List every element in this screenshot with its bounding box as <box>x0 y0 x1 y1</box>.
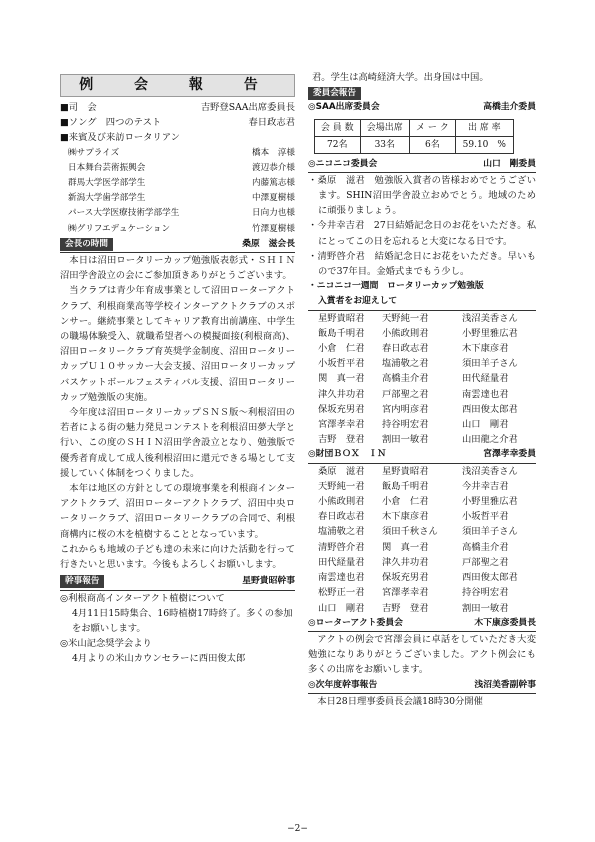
president-author: 桑原 滋会長 <box>242 238 295 249</box>
member-name: 清野啓介君 <box>318 541 365 553</box>
member-name: 南雲達也君 <box>462 388 509 400</box>
secretary-item-head: ◎米山記念奨学会より <box>60 638 152 650</box>
president-message <box>60 253 295 572</box>
member-name: 春日政志君 <box>318 511 365 523</box>
official-value: 吉野登SAA出席委員長 <box>200 102 295 113</box>
member-name: 小熊政則君 <box>318 496 365 508</box>
president-paragraph: 当クラブは青少年育成事業として沼田ローターアクトクラブ、利根商業高等学校インターアクトクラブのスポンサー。継続事業としてキャリア教育出前講座、中学生の職場体験受入、就職希望者への模擬面接(利根商高)、沼田ロータリークラブ育英奨学金制度、沼田ロータリーカップＵ１０サッカー大会支援、沼田ロータリーカップバスケットボールフェスティバル支援、沼田ロータリーカップ勉強版の実施。 <box>60 285 295 403</box>
guest-list <box>60 146 295 237</box>
niko-title: ◎ニコニコ委員会 <box>308 158 378 169</box>
guest-org: 新潟大学歯学部学生 <box>68 193 146 204</box>
member-name: 今井幸吉君 <box>462 480 509 492</box>
secretary-item-body: 4月11日15時集合、16時植樹17時終了。多くの参加をお願いします。 <box>72 607 293 634</box>
member-name: 須田羊子さん <box>462 358 518 370</box>
member-name: 吉野 登君 <box>382 602 429 614</box>
president-paragraph: 本日は沼田ロータリーカップ勉強版表彰式・ＳＨＩＮ沼田学舎設立の会にご参加頂きありがとうございます。 <box>60 255 295 282</box>
rotaract-body: アクトの例会で宮澤会員に卓話をしていただき大変勉強になりありがとうございました。アクト例会にも多くの出席をお願いします。 <box>308 633 536 676</box>
member-name: 宮内明彦君 <box>382 403 429 415</box>
member-name: 割田一敏君 <box>382 434 429 446</box>
member-name: 関 真一君 <box>318 373 365 385</box>
member-name: 浅沼美香さん <box>462 465 518 477</box>
member-name: 天野純一君 <box>382 312 429 324</box>
weekly-title: ・ニコニコ一週間 ロータリーカップ勉強版 <box>308 281 484 292</box>
member-name: 高橋圭介君 <box>462 541 509 553</box>
attendance-value: 33名 <box>360 136 410 153</box>
guest-org: パース大学医療技術学部学生 <box>68 208 180 219</box>
guest-row <box>60 222 295 237</box>
official-label: ■司 会 <box>60 102 97 113</box>
member-name: 保坂充男君 <box>382 572 429 584</box>
secretary-item-body: 4月よりの米山カウンセラーに西田俊太郎 <box>72 653 246 665</box>
member-name: 小坂哲平君 <box>462 511 509 523</box>
member-name: 桑原 滋君 <box>318 465 365 477</box>
guest-org: 群馬大学医学部学生 <box>68 178 146 189</box>
committee-tag: 委員会報告 <box>308 87 361 100</box>
member-name: 小野里雅広君 <box>462 327 518 339</box>
member-name: 春日政志君 <box>382 343 429 355</box>
member-name: 津久井功君 <box>318 388 365 400</box>
left-column <box>60 74 295 667</box>
guest-name: 中澤夏樹様 <box>252 193 295 204</box>
member-name: 星野貴昭君 <box>382 465 429 477</box>
member-name: 小倉 仁君 <box>318 343 365 355</box>
member-name: 木下康彦君 <box>462 343 509 355</box>
guest-row <box>60 146 295 161</box>
member-name: 小倉 仁君 <box>382 496 429 508</box>
next-header <box>308 678 536 694</box>
guest-name: 橋本 淳様 <box>252 147 295 158</box>
next-body: 本日28日理事委員長会議18時30分開催 <box>317 695 483 707</box>
rotaract-author: 木下康彦委員長 <box>474 617 536 628</box>
guest-row <box>60 191 295 206</box>
box-header <box>308 447 536 463</box>
member-name: 持谷明宏君 <box>462 587 509 599</box>
secretary-item-head: ◎利根商高インターアクト植樹について <box>60 592 225 604</box>
member-name: 高橋圭介君 <box>382 373 429 385</box>
member-name: 割田一敏君 <box>462 602 509 614</box>
member-name: 関 真一君 <box>382 541 429 553</box>
member-name: 西田俊太郎君 <box>462 403 518 415</box>
member-name: 塩浦敬之君 <box>382 358 429 370</box>
member-name: 保坂充男君 <box>318 403 365 415</box>
attendance-value: 6名 <box>410 136 456 153</box>
right-column <box>308 70 536 709</box>
box-names <box>308 464 536 616</box>
official-row <box>60 130 295 145</box>
attendance-header: 会場出席 <box>360 119 410 136</box>
president-tag: 会長の時間 <box>60 238 113 251</box>
member-name: 小野里雅広君 <box>462 496 518 508</box>
guest-name: 日向力也様 <box>252 208 295 219</box>
next-title: ◎次年度幹事報告 <box>308 679 378 690</box>
president-paragraph: 今年度は沼田ロータリーカップＳＮＳ版〜利根沼田の若者による街の魅力発見コンテストを利根沼田夢大学と行い、この度のＳＨＩＮ沼田学舎設立となり、勉強版で優秀者育成して成人後利根沼田に還元できる場として支援していく体制をつくりました。 <box>60 407 295 479</box>
member-name: 西田俊太郎君 <box>462 572 518 584</box>
weekly-names <box>308 311 536 448</box>
secretary-continued: 君。学生は高崎経済大学。出身国は中国。 <box>312 72 489 83</box>
member-name: 山口 剛君 <box>318 602 365 614</box>
member-name: 戸部聖之君 <box>462 556 509 568</box>
member-name: 宮澤孝幸君 <box>382 587 429 599</box>
member-name: 飯島千明君 <box>318 327 365 339</box>
attendance-header: 出 席 率 <box>455 119 513 136</box>
attendance-value: 59.10 % <box>455 136 513 153</box>
secretary-header <box>60 574 295 590</box>
secretary-items <box>60 591 295 667</box>
attendance-header: 会 員 数 <box>315 119 361 136</box>
guest-org: ㈱グリフエデュケーション <box>68 223 171 234</box>
member-name: 田代経量君 <box>462 373 509 385</box>
niko-item: ・桑原 滋君 勉強版入賞者の皆様おめでとうございます。SHIN沼田学舎設立おめでとう。地域のために頑張りましょう。 <box>308 174 536 217</box>
member-name: 塩浦敬之君 <box>318 526 365 538</box>
member-name: 小坂哲平君 <box>318 358 365 370</box>
member-name: 浅沼美香さん <box>462 312 518 324</box>
niko-author: 山口 剛委員 <box>483 158 536 169</box>
saa-author: 高橋圭介委員 <box>483 102 536 113</box>
member-name: 戸部聖之君 <box>382 388 429 400</box>
president-paragraph: 本年は地区の方針としての環境事業を利根商インターアクトクラブ、沼田ローターアクトクラブ、沼田中央ロータリークラブ、沼田ロータリークラブの合同で、利根商構内に桜の木を植樹することとなっています。 <box>60 483 295 540</box>
member-name: 松野正一君 <box>318 587 365 599</box>
niko-item: ・今井幸吉君 27日結婚記念日のお花をいただき。私にとってこの日を忘れると大変になる日です。 <box>308 220 536 247</box>
member-name: 須田千秋さん <box>382 526 438 538</box>
member-name: 星野貴昭君 <box>318 312 365 324</box>
secretary-tag: 幹事報告 <box>60 575 104 588</box>
box-title: ◎財団ＢＯＸ ＩＮ <box>308 449 387 460</box>
page-title: 例 会 報 告 <box>60 74 295 97</box>
member-name: 津久井功君 <box>382 556 429 568</box>
saa-title: ◎SAA出席委員会 <box>308 102 380 113</box>
member-name: 田代経量君 <box>318 556 365 568</box>
member-name: 吉野 登君 <box>318 434 365 446</box>
official-label: ■ソング 四つのテスト <box>60 117 162 129</box>
box-author: 宮澤孝幸委員 <box>483 449 536 460</box>
member-name: 木下康彦君 <box>382 511 429 523</box>
official-row <box>60 100 295 115</box>
guest-name: 内藤篤志様 <box>252 178 295 189</box>
official-value: 春日政志君 <box>248 117 295 129</box>
guest-name: 竹澤夏樹様 <box>252 223 295 234</box>
page-number: −2− <box>287 824 308 834</box>
niko-list <box>308 173 536 279</box>
member-name: 天野純一君 <box>318 480 365 492</box>
attendance-header: メ ー ク <box>410 119 456 136</box>
next-author: 浅沼美香副幹事 <box>474 679 536 690</box>
guest-org: 日本舞台芸術振興会 <box>68 162 146 173</box>
attendance-value: 72名 <box>315 136 361 153</box>
weekly-subtitle: 入賞者をお迎えして <box>308 294 536 310</box>
president-header <box>60 237 295 253</box>
guest-row <box>60 161 295 176</box>
rotaract-header <box>308 616 536 632</box>
member-name: 南雲達也君 <box>318 572 365 584</box>
official-row <box>60 115 295 130</box>
niko-item: ・清野啓介君 結婚記念日にお花をいただき。早いもので37年目。金婚式までもう少し。 <box>308 250 536 278</box>
guest-row <box>60 206 295 221</box>
member-name: 小熊政則君 <box>382 327 429 339</box>
member-name: 飯島千明君 <box>382 480 429 492</box>
president-paragraph: これからも地域の子ども達の未来に向けた活動を行って行きたいと思います。今後もよろしくお願いします。 <box>60 543 295 571</box>
rotaract-title: ◎ローターアクト委員会 <box>308 617 403 628</box>
officials-list <box>60 100 295 146</box>
member-name: 山田龍之介君 <box>462 434 518 446</box>
niko-header <box>308 157 536 173</box>
secretary-author: 星野貴昭幹事 <box>242 576 295 587</box>
member-name: 須田羊子さん <box>462 526 518 538</box>
guest-org: ㈱サプライズ <box>68 147 120 158</box>
guest-row <box>60 176 295 191</box>
guest-name: 渡辺恭介様 <box>252 162 295 173</box>
saa-header <box>308 100 536 115</box>
member-name: 持谷明宏君 <box>382 419 429 431</box>
member-name: 山口 剛君 <box>462 419 509 431</box>
attendance-table <box>314 119 514 154</box>
official-label: ■来賓及び来訪ロータリアン <box>60 132 180 144</box>
member-name: 宮澤孝幸君 <box>318 419 365 431</box>
